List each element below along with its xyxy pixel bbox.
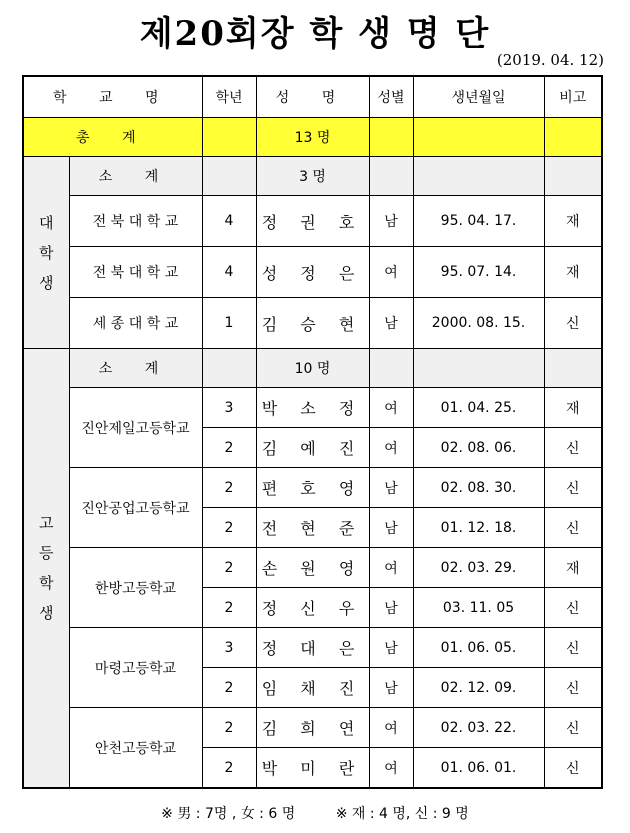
date-label: (2019. 04. 12)	[496, 51, 604, 69]
name-cell: 박 미 란	[256, 748, 369, 789]
school-cell: 전 북 대 학 교	[69, 247, 202, 298]
table-row	[23, 548, 602, 588]
sex-cell: 남	[369, 668, 413, 708]
subtotal-label: 소 계	[69, 349, 202, 388]
subtotal-label: 소 계	[69, 157, 202, 196]
sex-cell: 여	[369, 748, 413, 789]
name-cell: 편 호 영	[256, 468, 369, 508]
header-birth: 생년월일	[413, 76, 544, 118]
total-row	[23, 118, 602, 157]
subtotal-count: 10 명	[256, 349, 369, 388]
total-sex-cell	[369, 118, 413, 157]
subtotal-note-cell	[544, 349, 602, 388]
birth-cell: 02. 03. 29.	[413, 548, 544, 588]
birth-cell: 02. 12. 09.	[413, 668, 544, 708]
grade-cell: 2	[202, 588, 256, 628]
table-row	[23, 247, 602, 298]
subtotal-grade-cell	[202, 157, 256, 196]
birth-cell: 02. 03. 22.	[413, 708, 544, 748]
grade-cell: 2	[202, 748, 256, 789]
grade-cell: 2	[202, 708, 256, 748]
sex-cell: 여	[369, 247, 413, 298]
name-cell: 박 소 정	[256, 388, 369, 428]
note-cell: 신	[544, 748, 602, 789]
table-row	[23, 298, 602, 349]
birth-cell: 2000. 08. 15.	[413, 298, 544, 349]
birth-cell: 01. 12. 18.	[413, 508, 544, 548]
subtotal-count: 3 명	[256, 157, 369, 196]
header-note: 비고	[544, 76, 602, 118]
sex-cell: 여	[369, 708, 413, 748]
total-grade-cell	[202, 118, 256, 157]
subtotal-row	[23, 157, 602, 196]
note-cell: 신	[544, 668, 602, 708]
grade-cell: 3	[202, 628, 256, 668]
sex-cell: 남	[369, 508, 413, 548]
birth-cell: 02. 08. 30.	[413, 468, 544, 508]
header-sex: 성별	[369, 76, 413, 118]
grade-cell: 2	[202, 468, 256, 508]
grade-cell: 2	[202, 508, 256, 548]
subtotal-note-cell	[544, 157, 602, 196]
total-birth-cell	[413, 118, 544, 157]
note-cell: 신	[544, 468, 602, 508]
table-row	[23, 468, 602, 508]
school-cell: 마령고등학교	[69, 628, 202, 708]
group-university	[23, 157, 69, 349]
birth-cell: 01. 06. 05.	[413, 628, 544, 668]
table-row	[23, 628, 602, 668]
birth-cell: 95. 07. 14.	[413, 247, 544, 298]
table-row	[23, 388, 602, 428]
total-note-cell	[544, 118, 602, 157]
table-row	[23, 708, 602, 748]
grade-cell: 4	[202, 196, 256, 247]
grade-cell: 4	[202, 247, 256, 298]
student-table	[22, 75, 603, 789]
subtotal-sex-cell	[369, 349, 413, 388]
footnote-gender: ※ 男 : 7명 , 女 : 6 명	[161, 806, 296, 822]
school-cell: 진안제일고등학교	[69, 388, 202, 468]
name-cell: 김 승 현	[256, 298, 369, 349]
subtotal-row	[23, 349, 602, 388]
birth-cell: 02. 08. 06.	[413, 428, 544, 468]
school-cell: 안천고등학교	[69, 708, 202, 789]
group-university-label: 대 학 생	[39, 213, 54, 292]
sex-cell: 남	[369, 468, 413, 508]
sex-cell: 남	[369, 298, 413, 349]
birth-cell: 95. 04. 17.	[413, 196, 544, 247]
sex-cell: 여	[369, 548, 413, 588]
note-cell: 재	[544, 247, 602, 298]
grade-cell: 3	[202, 388, 256, 428]
sex-cell: 남	[369, 628, 413, 668]
note-cell: 재	[544, 548, 602, 588]
sex-cell: 남	[369, 196, 413, 247]
birth-cell: 01. 04. 25.	[413, 388, 544, 428]
table-row	[23, 196, 602, 247]
note-cell: 신	[544, 298, 602, 349]
sex-cell: 여	[369, 388, 413, 428]
birth-cell: 03. 11. 05	[413, 588, 544, 628]
note-cell: 신	[544, 708, 602, 748]
name-cell: 전 현 준	[256, 508, 369, 548]
page-title: 제20회장 학 생 명 단	[139, 14, 491, 54]
note-cell: 신	[544, 628, 602, 668]
note-cell: 재	[544, 196, 602, 247]
name-cell: 성 정 은	[256, 247, 369, 298]
header-row	[23, 76, 602, 118]
name-cell: 정 대 은	[256, 628, 369, 668]
footnote	[0, 803, 630, 823]
note-cell: 신	[544, 428, 602, 468]
header-name: 성 명	[256, 76, 369, 118]
grade-cell: 2	[202, 548, 256, 588]
subtotal-birth-cell	[413, 349, 544, 388]
subtotal-grade-cell	[202, 349, 256, 388]
name-cell: 김 예 진	[256, 428, 369, 468]
note-cell: 재	[544, 388, 602, 428]
school-cell: 한방고등학교	[69, 548, 202, 628]
name-cell: 정 신 우	[256, 588, 369, 628]
group-highschool-label: 고 등 학 생	[39, 514, 54, 622]
school-cell: 진안공업고등학교	[69, 468, 202, 548]
header-grade: 학년	[202, 76, 256, 118]
sex-cell: 여	[369, 428, 413, 468]
note-cell: 신	[544, 588, 602, 628]
grade-cell: 2	[202, 668, 256, 708]
subtotal-birth-cell	[413, 157, 544, 196]
total-count: 13 명	[256, 118, 369, 157]
subtotal-sex-cell	[369, 157, 413, 196]
group-highschool	[23, 349, 69, 789]
name-cell: 임 채 진	[256, 668, 369, 708]
grade-cell: 2	[202, 428, 256, 468]
name-cell: 손 원 영	[256, 548, 369, 588]
grade-cell: 1	[202, 298, 256, 349]
note-cell: 신	[544, 508, 602, 548]
school-cell: 세 종 대 학 교	[69, 298, 202, 349]
header-school: 학 교 명	[23, 76, 202, 118]
name-cell: 정 권 호	[256, 196, 369, 247]
total-label: 총 계	[23, 118, 202, 157]
name-cell: 김 희 연	[256, 708, 369, 748]
birth-cell: 01. 06. 01.	[413, 748, 544, 789]
footnote-status: ※ 재 : 4 명, 신 : 9 명	[335, 806, 469, 822]
school-cell: 전 북 대 학 교	[69, 196, 202, 247]
sex-cell: 남	[369, 588, 413, 628]
